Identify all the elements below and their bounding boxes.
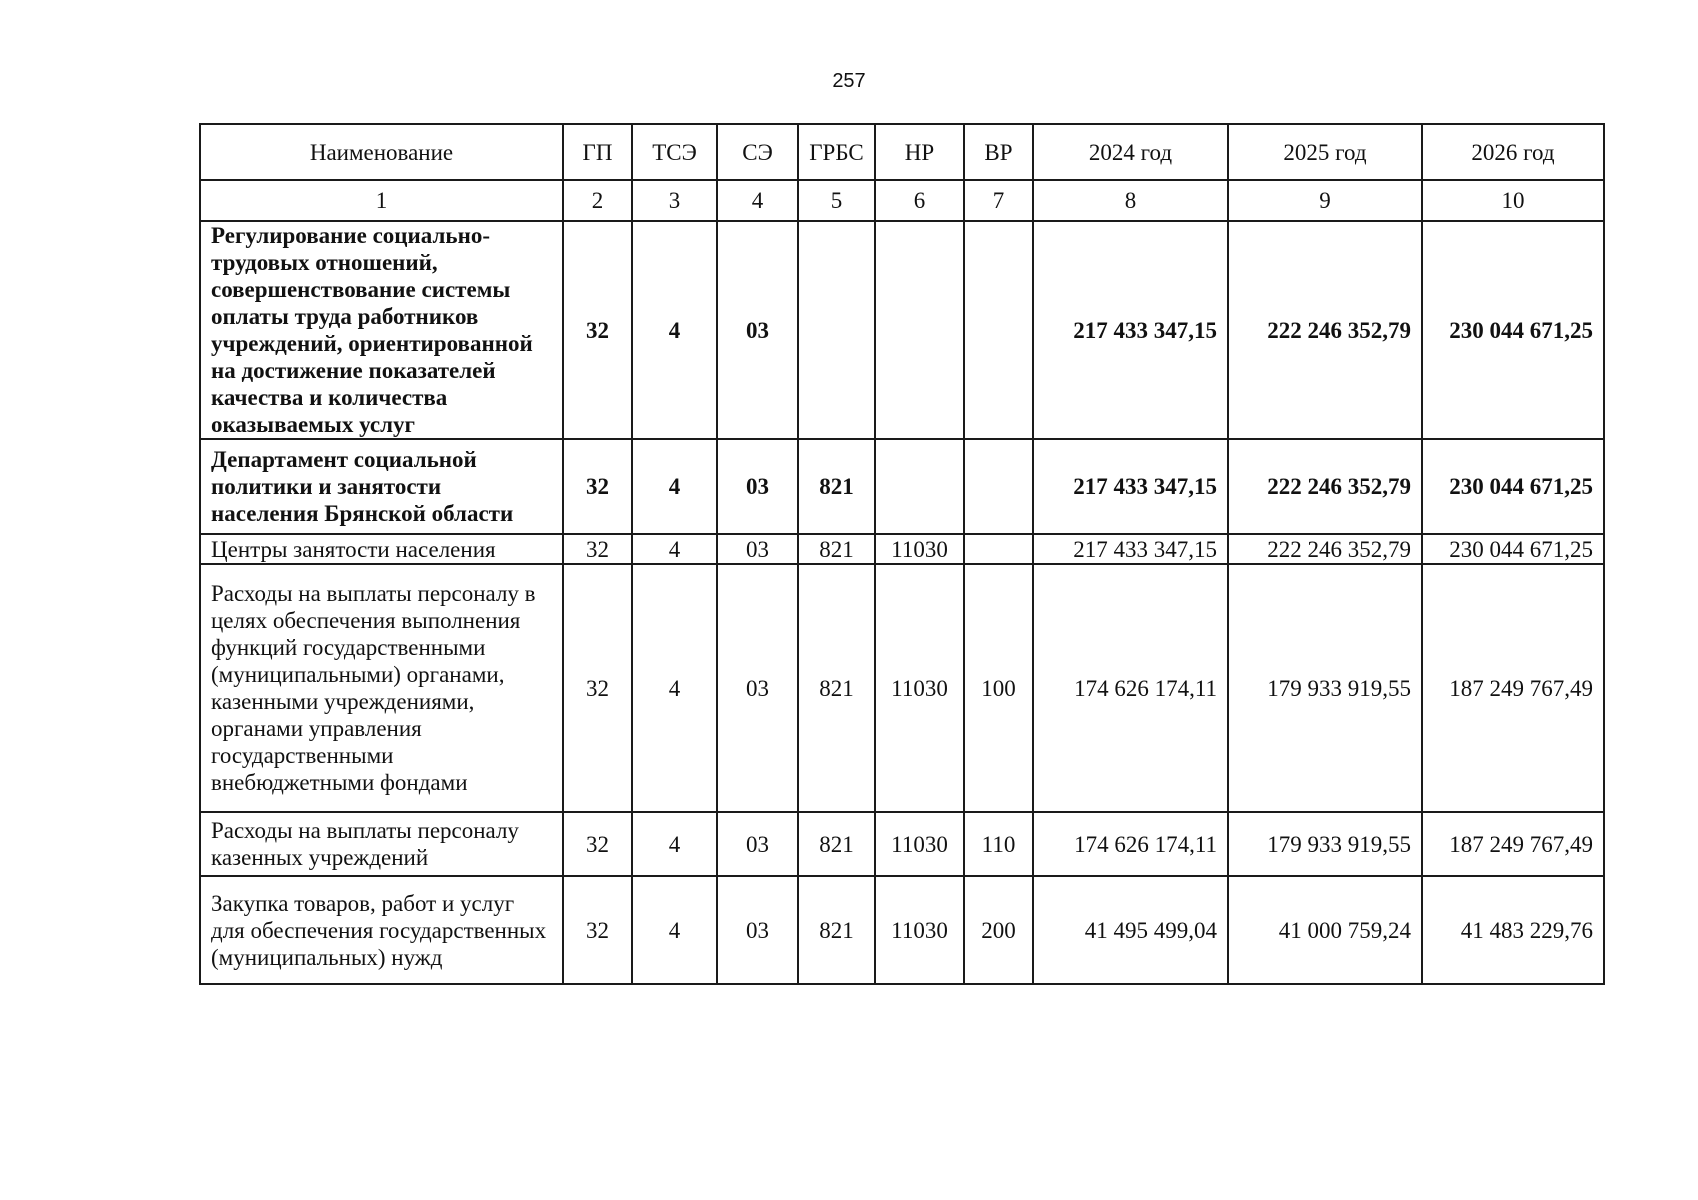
cell-2025: 222 246 352,79: [1228, 221, 1422, 439]
column-header-vr: ВР: [964, 124, 1033, 180]
cell-gp: 32: [563, 221, 632, 439]
column-header-gp: ГП: [563, 124, 632, 180]
cell-name: Центры занятости населения: [200, 534, 563, 564]
cell-name: Расходы на выплаты персоналу казенных учреждений: [200, 812, 563, 876]
column-number: 8: [1033, 180, 1228, 221]
table-row: [200, 534, 1604, 564]
column-number: 2: [563, 180, 632, 221]
cell-nr: 11030: [875, 564, 964, 812]
cell-tse: 4: [632, 221, 717, 439]
cell-gp: 32: [563, 876, 632, 984]
column-header-2025: 2025 год: [1228, 124, 1422, 180]
cell-se: 03: [717, 439, 798, 534]
cell-tse: 4: [632, 876, 717, 984]
column-header-2024: 2024 год: [1033, 124, 1228, 180]
cell-gp: 32: [563, 439, 632, 534]
cell-name: Закупка товаров, работ и услуг для обеспечения государственных (муниципальных) нужд: [200, 876, 563, 984]
cell-grbs: [798, 221, 875, 439]
cell-name: Регулирование социально-трудовых отношений, совершенствование системы оплаты труда работников учреждений, ориентированной на достижение показателей качества и количества оказываемых услуг: [200, 221, 563, 439]
cell-2024: 41 495 499,04: [1033, 876, 1228, 984]
column-header-name: Наименование: [200, 124, 563, 180]
cell-2024: 174 626 174,11: [1033, 564, 1228, 812]
cell-2026: 187 249 767,49: [1422, 564, 1604, 812]
cell-vr: [964, 221, 1033, 439]
cell-2025: 179 933 919,55: [1228, 564, 1422, 812]
column-number: 9: [1228, 180, 1422, 221]
cell-se: 03: [717, 534, 798, 564]
cell-2026: 230 044 671,25: [1422, 534, 1604, 564]
column-number: 5: [798, 180, 875, 221]
cell-vr: [964, 439, 1033, 534]
cell-2025: 222 246 352,79: [1228, 439, 1422, 534]
cell-vr: 100: [964, 564, 1033, 812]
cell-name: Департамент социальной политики и занятости населения Брянской области: [200, 439, 563, 534]
cell-grbs: 821: [798, 534, 875, 564]
cell-2025: 179 933 919,55: [1228, 812, 1422, 876]
cell-2026: 187 249 767,49: [1422, 812, 1604, 876]
cell-vr: [964, 534, 1033, 564]
cell-2024: 217 433 347,15: [1033, 221, 1228, 439]
cell-2024: 174 626 174,11: [1033, 812, 1228, 876]
column-number: 7: [964, 180, 1033, 221]
cell-grbs: 821: [798, 564, 875, 812]
cell-vr: 110: [964, 812, 1033, 876]
cell-se: 03: [717, 564, 798, 812]
budget-table: [199, 123, 1605, 985]
cell-vr: 200: [964, 876, 1033, 984]
column-number: 4: [717, 180, 798, 221]
cell-grbs: 821: [798, 812, 875, 876]
cell-gp: 32: [563, 812, 632, 876]
cell-grbs: 821: [798, 876, 875, 984]
column-header-se: СЭ: [717, 124, 798, 180]
table-row: [200, 439, 1604, 534]
column-header-2026: 2026 год: [1422, 124, 1604, 180]
header-row: [200, 124, 1604, 180]
cell-tse: 4: [632, 564, 717, 812]
column-number: 6: [875, 180, 964, 221]
cell-gp: 32: [563, 564, 632, 812]
cell-grbs: 821: [798, 439, 875, 534]
column-number: 3: [632, 180, 717, 221]
cell-2026: 230 044 671,25: [1422, 221, 1604, 439]
cell-nr: 11030: [875, 876, 964, 984]
table-row: [200, 564, 1604, 812]
page-number: 257: [832, 70, 866, 92]
table-row: [200, 221, 1604, 439]
column-header-tse: ТСЭ: [632, 124, 717, 180]
column-header-grbs: ГРБС: [798, 124, 875, 180]
cell-nr: [875, 439, 964, 534]
cell-tse: 4: [632, 534, 717, 564]
cell-2026: 41 483 229,76: [1422, 876, 1604, 984]
cell-2025: 222 246 352,79: [1228, 534, 1422, 564]
cell-2024: 217 433 347,15: [1033, 439, 1228, 534]
column-number-row: [200, 180, 1604, 221]
column-header-nr: НР: [875, 124, 964, 180]
cell-gp: 32: [563, 534, 632, 564]
cell-nr: [875, 221, 964, 439]
cell-se: 03: [717, 876, 798, 984]
cell-nr: 11030: [875, 534, 964, 564]
cell-2024: 217 433 347,15: [1033, 534, 1228, 564]
cell-tse: 4: [632, 439, 717, 534]
cell-tse: 4: [632, 812, 717, 876]
cell-2025: 41 000 759,24: [1228, 876, 1422, 984]
cell-se: 03: [717, 812, 798, 876]
table-row: [200, 876, 1604, 984]
cell-name: Расходы на выплаты персоналу в целях обеспечения выполнения функций государственными (муниципальными) органами, казенными учреждениями, органами управления государственными внебюджетными фондами: [200, 564, 563, 812]
column-number: 10: [1422, 180, 1604, 221]
cell-2026: 230 044 671,25: [1422, 439, 1604, 534]
cell-nr: 11030: [875, 812, 964, 876]
column-number: 1: [200, 180, 563, 221]
cell-se: 03: [717, 221, 798, 439]
table-row: [200, 812, 1604, 876]
